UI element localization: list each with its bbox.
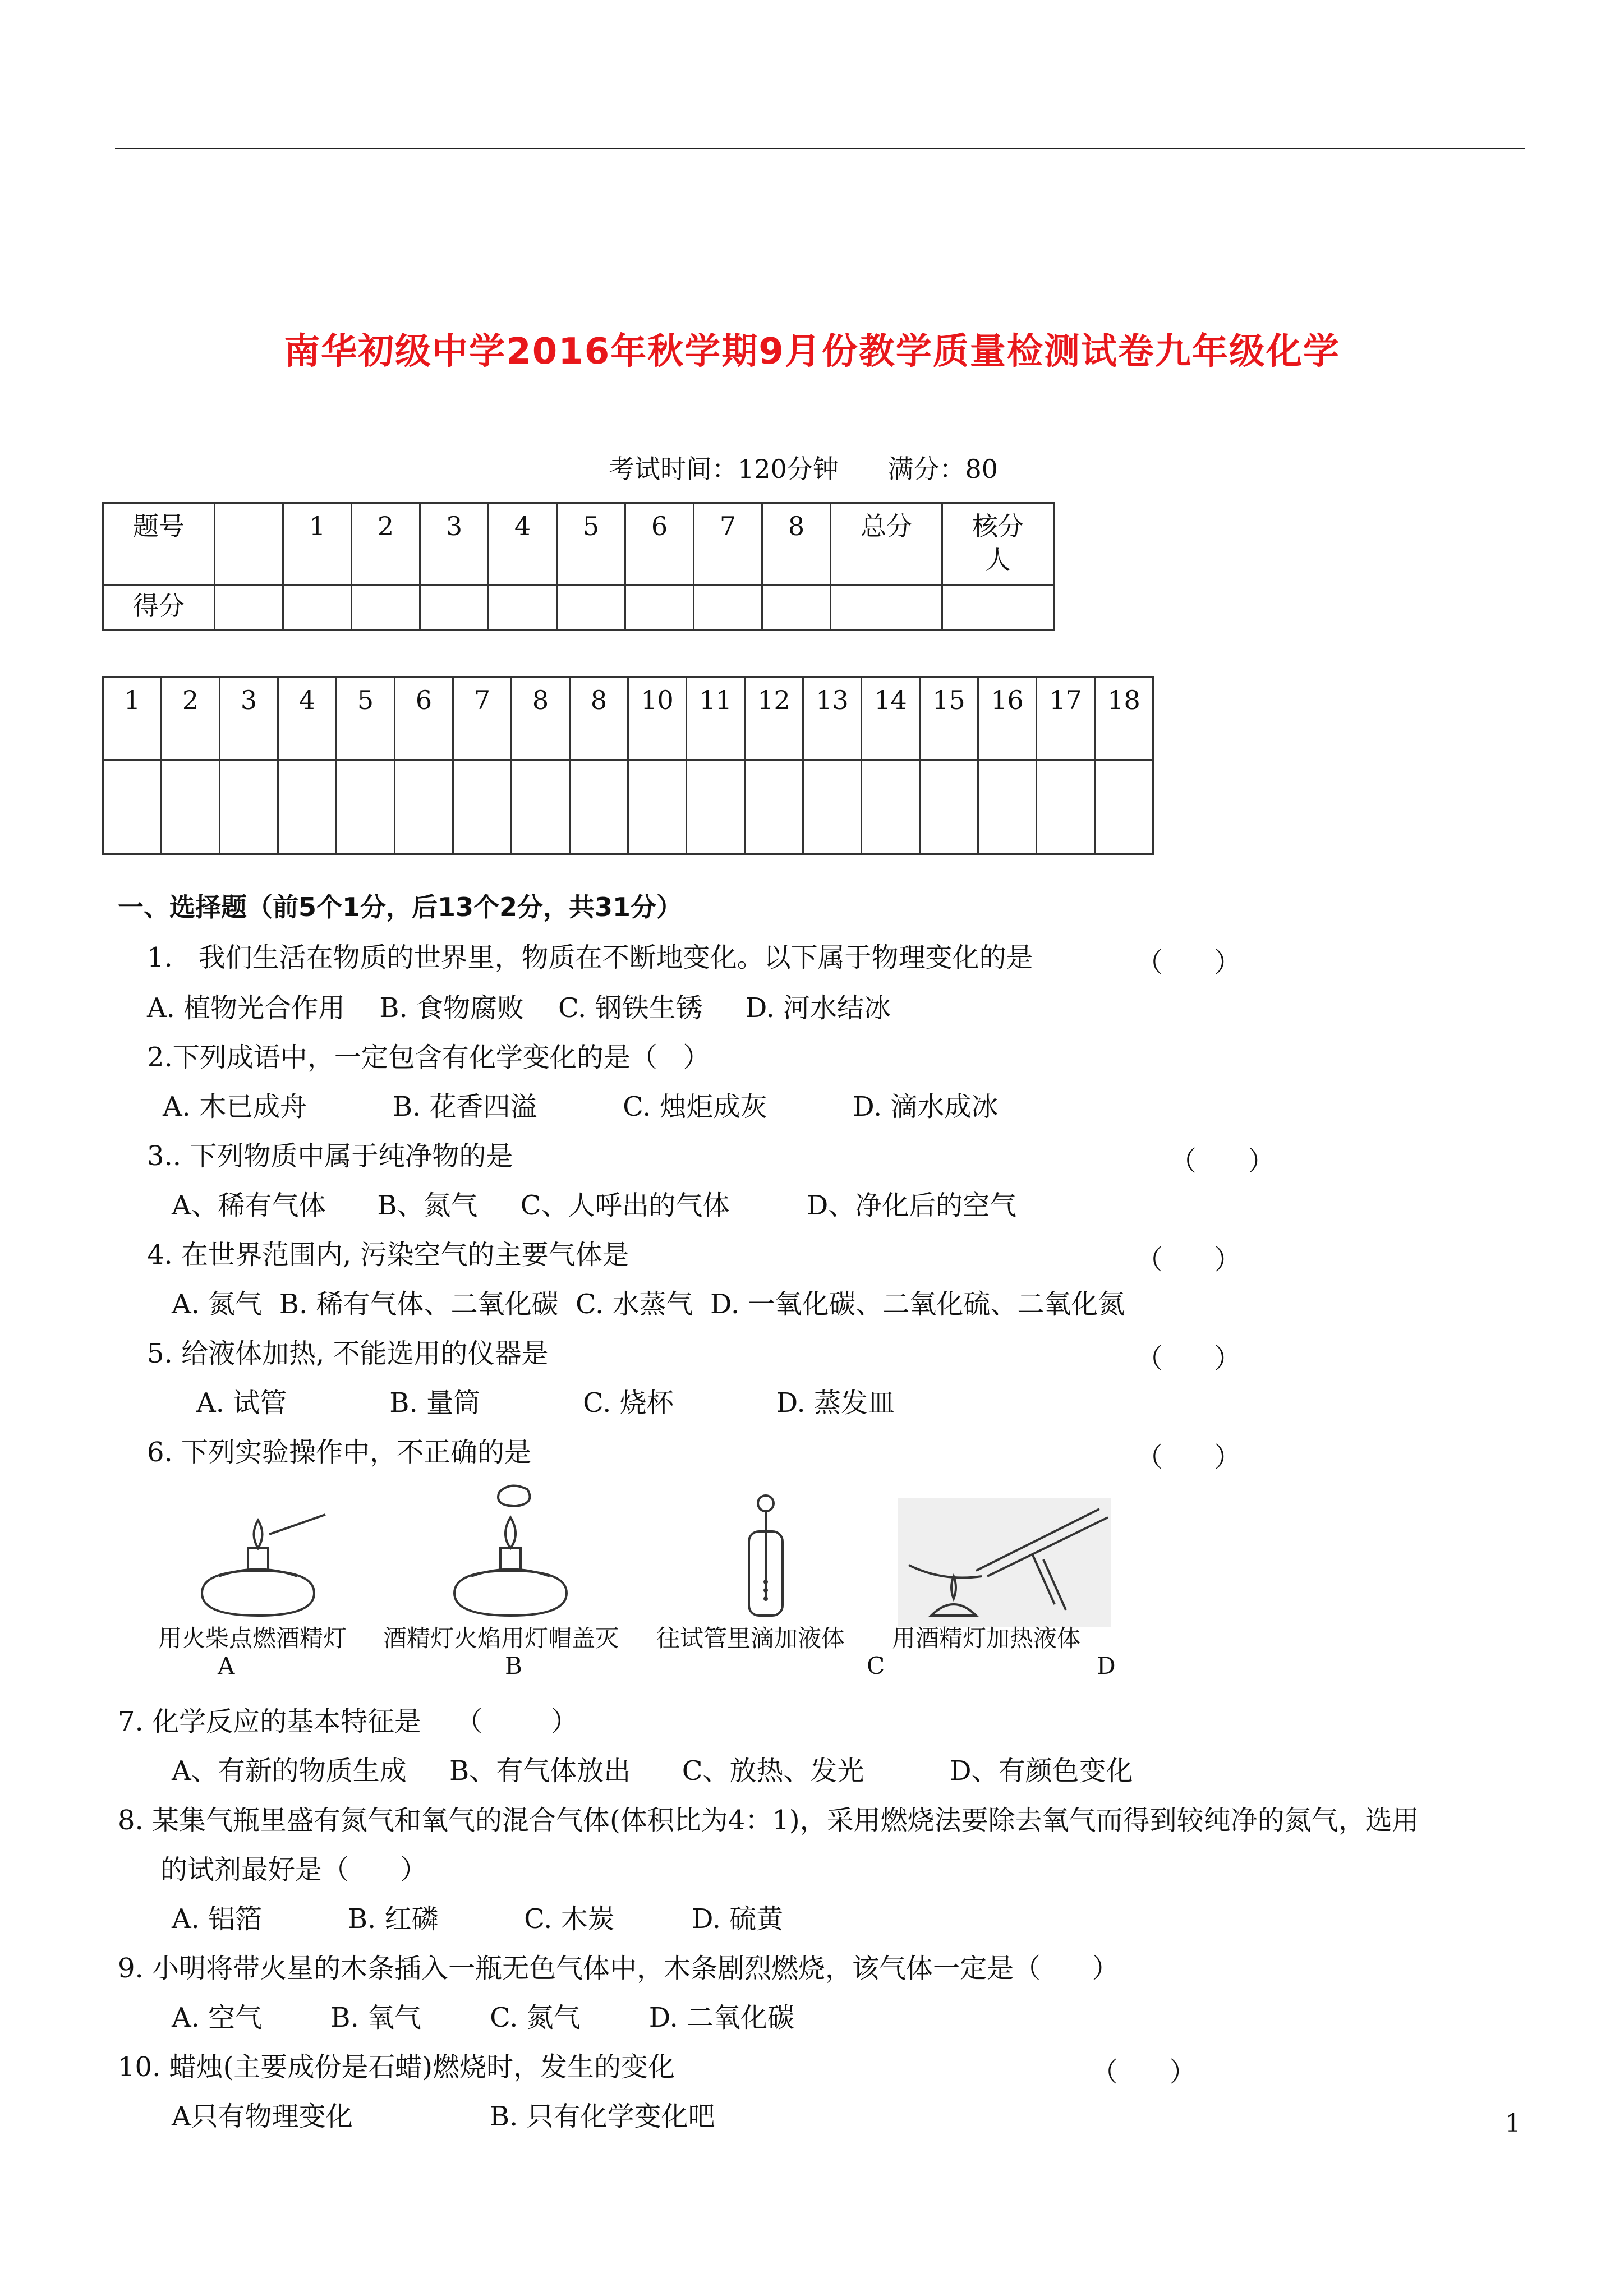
answer-number: 5: [337, 677, 395, 760]
score-blank-cell[interactable]: [625, 585, 694, 631]
figure-caption: 用酒精灯加热液体: [892, 1625, 1081, 1652]
score-blank-cell[interactable]: [942, 585, 1054, 631]
answer-cell[interactable]: [628, 760, 687, 854]
header-rule: [115, 148, 1525, 149]
answer-grid-number-row: [103, 677, 1153, 760]
answer-bracket: （ ）: [1136, 1244, 1241, 1276]
answer-cell[interactable]: [1095, 760, 1153, 854]
answer-cell[interactable]: [162, 760, 220, 854]
answer-number: 4: [278, 677, 337, 760]
figure-caption: 用火柴点燃酒精灯: [158, 1625, 347, 1652]
answer-number: 17: [1037, 677, 1095, 760]
score-blank-cell[interactable]: [762, 585, 831, 631]
question-8-line-2: 的试剂最好是（ ）: [160, 1854, 427, 1885]
answer-number: 12: [745, 677, 803, 760]
answer-number: 8: [570, 677, 628, 760]
score-blank-cell[interactable]: [215, 585, 283, 631]
answer-grid-blank-row: [103, 760, 1153, 854]
score-table: [102, 502, 1055, 631]
score-row-label: 得分: [103, 585, 215, 631]
question-1-options: A. 植物光合作用 B. 食物腐败 C. 钢铁生锈 D. 河水结冰: [147, 992, 891, 1024]
figure-caption: 酒精灯火焰用灯帽盖灭: [383, 1625, 619, 1652]
score-blank-cell[interactable]: [557, 585, 625, 631]
answer-cell[interactable]: [453, 760, 512, 854]
question-7: 7. 化学反应的基本特征是 （ ）: [118, 1706, 578, 1737]
score-table-score-row: [103, 585, 1054, 631]
score-blank-cell[interactable]: [831, 585, 942, 631]
score-table-header-row: [103, 503, 1054, 585]
figure-b-capping-lamp: [438, 1481, 583, 1621]
question-4-options: A. 氮气 B. 稀有气体、二氧化碳 C. 水蒸气 D. 一氧化碳、二氧化硫、二氧化氮: [172, 1289, 1125, 1320]
answer-cell[interactable]: [103, 760, 162, 854]
page-title: 南华初级中学2016年秋学期9月份教学质量检测试卷九年级化学: [284, 331, 1340, 372]
answer-number: 6: [395, 677, 453, 760]
score-cell: 核分 人: [942, 503, 1054, 585]
answer-number: 8: [512, 677, 570, 760]
question-2-options: A. 木已成舟 B. 花香四溢 C. 烛炬成灰 D. 滴水成冰: [163, 1091, 999, 1122]
question-3: 3.. 下列物质中属于纯净物的是: [147, 1140, 513, 1172]
answer-number: 1: [103, 677, 162, 760]
figure-caption: 往试管里滴加液体: [656, 1625, 845, 1652]
score-cell: 5: [557, 503, 625, 585]
answer-number: 11: [687, 677, 745, 760]
answer-cell[interactable]: [395, 760, 453, 854]
answer-number: 13: [803, 677, 862, 760]
question-9: 9. 小明将带火星的木条插入一瓶无色气体中，木条剧烈燃烧，该气体一定是（ ）: [118, 1953, 1119, 1984]
answer-cell[interactable]: [920, 760, 978, 854]
question-9-options: A. 空气 B. 氧气 C. 氮气 D. 二氧化碳: [172, 2002, 794, 2033]
answer-cell[interactable]: [1037, 760, 1095, 854]
question-5-options: A. 试管 B. 量筒 C. 烧杯 D. 蒸发皿: [196, 1387, 895, 1419]
score-cell: 总分: [831, 503, 942, 585]
answer-cell[interactable]: [512, 760, 570, 854]
figure-c-dropper-tube: [732, 1492, 799, 1621]
answer-cell[interactable]: [278, 760, 337, 854]
score-cell: 2: [352, 503, 420, 585]
answer-number: 3: [220, 677, 278, 760]
score-blank-cell[interactable]: [420, 585, 489, 631]
score-cell: [215, 503, 283, 585]
score-cell: 1: [283, 503, 352, 585]
answer-cell[interactable]: [220, 760, 278, 854]
figure-letter: C: [867, 1652, 885, 1680]
answer-bracket: （ ）: [1136, 1442, 1241, 1473]
score-cell: 4: [489, 503, 557, 585]
score-cell: 7: [694, 503, 762, 585]
question-5: 5. 给液体加热, 不能选用的仪器是: [147, 1338, 549, 1369]
answer-number: 18: [1095, 677, 1153, 760]
score-cell: 3: [420, 503, 489, 585]
answer-number: 2: [162, 677, 220, 760]
question-10-options: A只有物理变化 B. 只有化学变化吧: [172, 2101, 715, 2132]
score-blank-cell[interactable]: [694, 585, 762, 631]
figure-a-lighting-lamp: [185, 1509, 331, 1621]
answer-bracket: （ ）: [1136, 1343, 1241, 1374]
figure-d-heating-liquid: [898, 1498, 1111, 1627]
figure-letter: B: [505, 1652, 522, 1680]
answer-number: 16: [978, 677, 1037, 760]
question-4: 4. 在世界范围内, 污染空气的主要气体是: [147, 1239, 629, 1271]
question-8-line-1: 8. 某集气瓶里盛有氮气和氧气的混合气体(体积比为4：1)，采用燃烧法要除去氧气而得到较纯净的氮气，选用: [118, 1805, 1419, 1836]
answer-cell[interactable]: [337, 760, 395, 854]
score-cell: 题号: [103, 503, 215, 585]
answer-number: 7: [453, 677, 512, 760]
figure-letter: D: [1097, 1652, 1116, 1680]
question-2: 2.下列成语中，一定包含有化学变化的是（ ）: [147, 1042, 710, 1073]
question-3-options: A、稀有气体 B、氮气 C、人呼出的气体 D、净化后的空气: [172, 1190, 1017, 1221]
answer-cell[interactable]: [862, 760, 920, 854]
answer-number: 15: [920, 677, 978, 760]
question-6: 6. 下列实验操作中，不正确的是: [147, 1437, 532, 1468]
exam-info: 考试时间：120分钟 满分：80: [609, 454, 999, 484]
score-blank-cell[interactable]: [283, 585, 352, 631]
answer-number: 10: [628, 677, 687, 760]
question-8-options: A. 铝箔 B. 红磷 C. 木炭 D. 硫黄: [172, 1903, 784, 1935]
answer-grid-table: [102, 676, 1154, 855]
answer-bracket: （ ）: [1091, 2056, 1197, 2088]
answer-bracket: （ ）: [1136, 947, 1241, 978]
score-cell: 8: [762, 503, 831, 585]
question-10: 10. 蜡烛(主要成份是石蜡)燃烧时，发生的变化: [118, 2051, 675, 2083]
score-blank-cell[interactable]: [489, 585, 557, 631]
figure-letter: A: [218, 1652, 235, 1680]
score-cell: 6: [625, 503, 694, 585]
answer-cell[interactable]: [978, 760, 1037, 854]
page-number: 1: [1505, 2109, 1521, 2138]
answer-cell[interactable]: [745, 760, 803, 854]
answer-cell[interactable]: [687, 760, 745, 854]
answer-bracket: （ ）: [1170, 1145, 1275, 1177]
question-7-options: A、有新的物质生成 B、有气体放出 C、放热、发光 D、有颜色变化: [172, 1755, 1133, 1787]
answer-cell[interactable]: [570, 760, 628, 854]
question-1: 1. 我们生活在物质的世界里，物质在不断地变化。以下属于物理变化的是: [147, 942, 1033, 973]
answer-cell[interactable]: [803, 760, 862, 854]
section-heading: 一、选择题（前5个1分，后13个2分，共31分）: [118, 892, 683, 922]
score-blank-cell[interactable]: [352, 585, 420, 631]
answer-number: 14: [862, 677, 920, 760]
